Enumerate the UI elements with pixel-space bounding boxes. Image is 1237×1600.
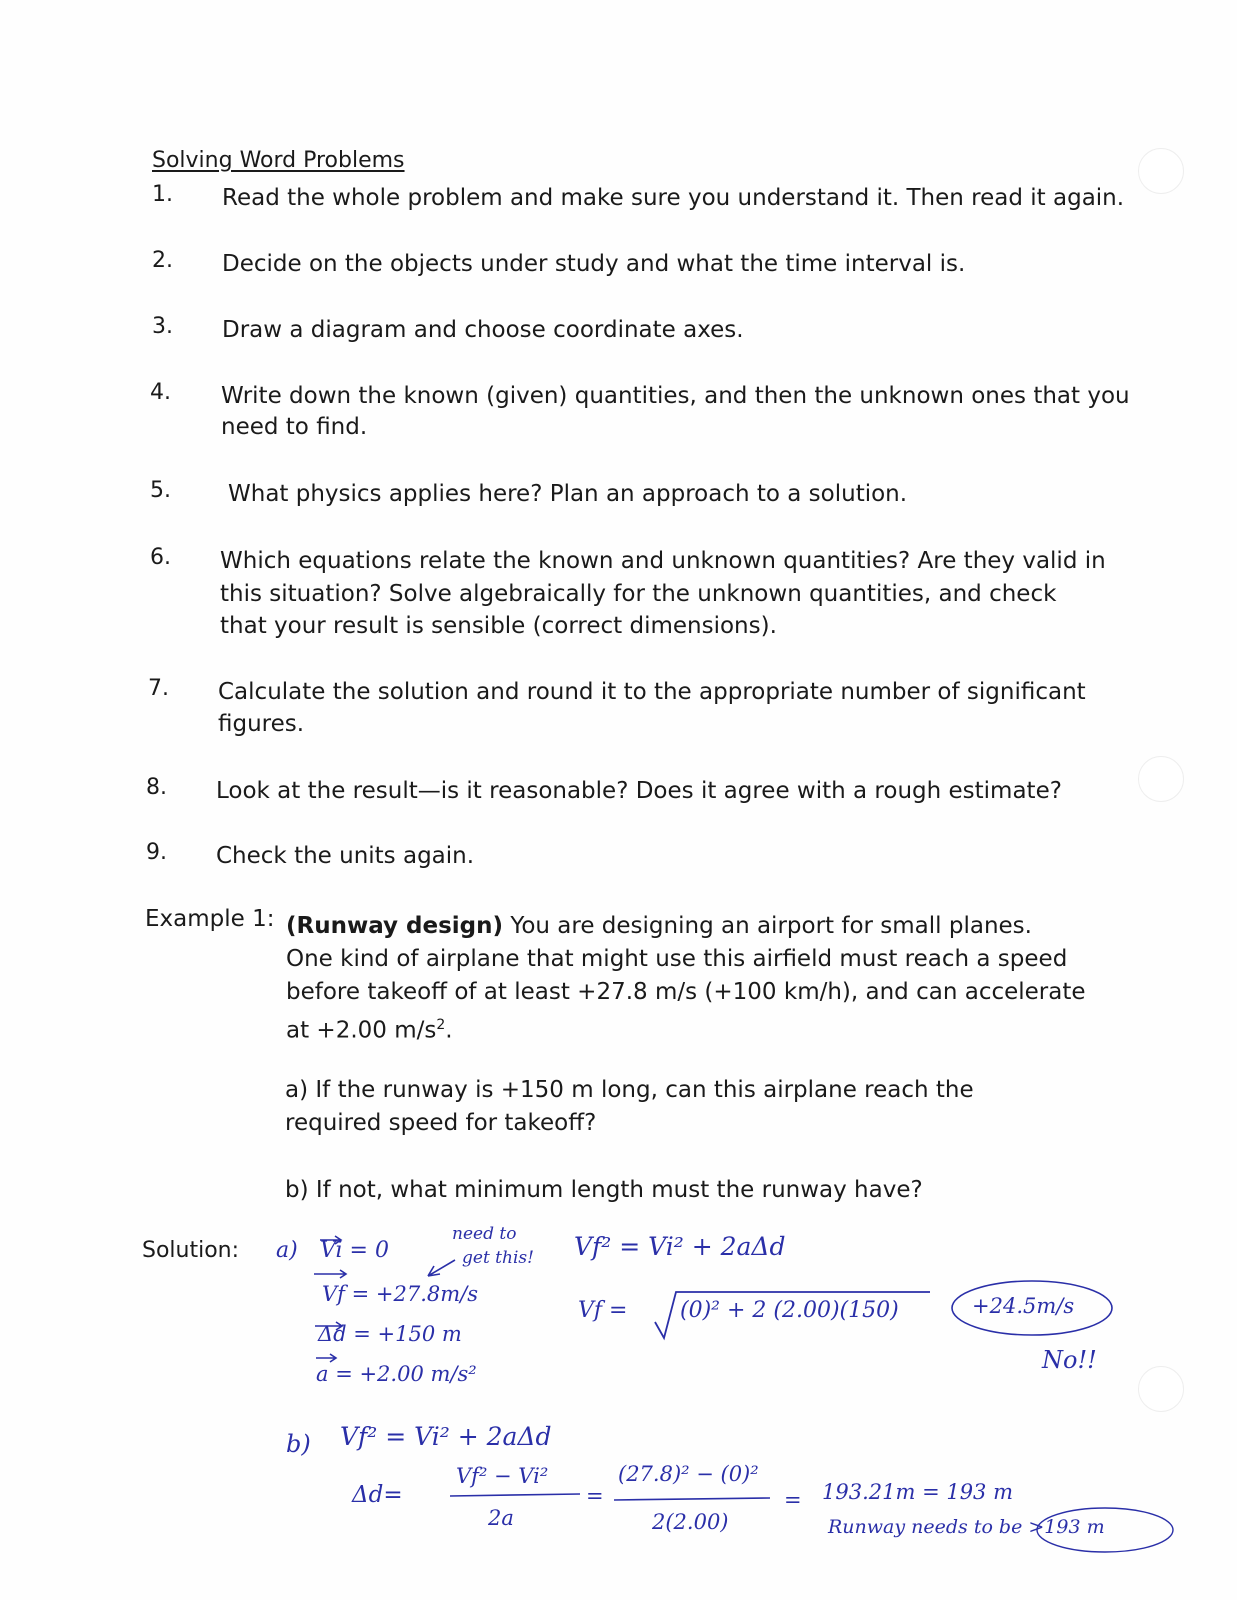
- equation-3: Vf² = Vi² + 2aΔd: [340, 1422, 552, 1451]
- note-arrow: [428, 1260, 455, 1276]
- equals-sign: =: [784, 1488, 802, 1512]
- step-text-line: need to find.: [221, 414, 368, 440]
- fraction-1-numerator: Vf² − Vi²: [456, 1464, 549, 1488]
- example-superscript: 2: [436, 1017, 446, 1033]
- step-number: 3.: [152, 314, 173, 339]
- fraction-2-denominator: 2(2.00): [652, 1510, 729, 1534]
- step-number: 5.: [150, 478, 171, 503]
- note-line-1: need to: [452, 1224, 517, 1244]
- step-number: 9.: [146, 840, 167, 865]
- step-number: 7.: [148, 676, 169, 701]
- equation-2-result: +24.5m/s: [972, 1294, 1075, 1318]
- example-body: You are designing an airport for small planes. One kind of airplane that might use this airfield must reach a speed before takeoff of at least +27.8 m/s (+100 km/h), and can accelerate at +2.00 m/s: [286, 913, 1086, 1044]
- given-vf: Vf = +27.8m/s: [322, 1282, 479, 1306]
- step-number: 4.: [150, 380, 171, 405]
- fraction-bar: [614, 1498, 770, 1500]
- example-title: (Runway design): [286, 913, 504, 939]
- step-text-line: this situation? Solve algebraically for the unknown quantities, and check: [220, 581, 1057, 607]
- step-number: 8.: [146, 775, 167, 800]
- example-part-b: b) If not, what minimum length must the runway have?: [285, 1177, 923, 1203]
- step-text: Read the whole problem and make sure you understand it. Then read it again.: [222, 185, 1125, 211]
- vector-arrow: [314, 1270, 346, 1278]
- part-b-label: b): [286, 1430, 311, 1458]
- result-value: 193.21m = 193 m: [822, 1480, 1014, 1504]
- page-title: Solving Word Problems: [152, 148, 405, 173]
- given-acceleration: a = +2.00 m/s²: [316, 1362, 477, 1386]
- step-text: Look at the result—is it reasonable? Does it agree with a rough estimate?: [216, 778, 1062, 804]
- step-text-line: figures.: [218, 711, 305, 737]
- step-text-line: Which equations relate the known and unknown quantities? Are they valid in: [220, 548, 1106, 574]
- example-body-end: .: [445, 1017, 453, 1044]
- step-text: Draw a diagram and choose coordinate axes.: [222, 317, 744, 343]
- step-text-line: Write down the known (given) quantities, and then the unknown ones that you: [221, 383, 1130, 409]
- fraction-1-denominator: 2a: [488, 1506, 514, 1530]
- answer-no: No!!: [1042, 1346, 1097, 1374]
- equation-4-lhs: Δd=: [352, 1482, 403, 1508]
- example-label: Example 1:: [145, 906, 275, 932]
- fraction-bar: [450, 1494, 580, 1496]
- fraction-2-numerator: (27.8)² − (0)²: [618, 1462, 759, 1486]
- step-text-line: Calculate the solution and round it to the appropriate number of significant: [218, 679, 1086, 705]
- vector-arrow: [316, 1354, 336, 1362]
- given-vi: Vi = 0: [320, 1238, 389, 1263]
- result-conclusion: Runway needs to be >193 m: [828, 1516, 1105, 1538]
- step-text: Decide on the objects under study and what the time interval is.: [222, 251, 966, 277]
- equation-2-radicand: (0)² + 2 (2.00)(150): [680, 1298, 899, 1323]
- equation-2-lhs: Vf =: [578, 1298, 628, 1323]
- example-part-a: a) If the runway is +150 m long, can this airplane reach the required speed for takeoff?: [285, 1077, 974, 1136]
- equation-1: Vf² = Vi² + 2aΔd: [574, 1232, 786, 1261]
- step-number: 2.: [152, 248, 173, 273]
- given-displacement: Δd = +150 m: [318, 1322, 462, 1346]
- step-text: Check the units again.: [216, 843, 475, 869]
- step-text: What physics applies here? Plan an approach to a solution.: [228, 481, 908, 507]
- equals-sign: =: [586, 1484, 604, 1508]
- solution-label: Solution:: [142, 1238, 240, 1263]
- part-a-label: a): [276, 1238, 298, 1263]
- note-line-2: get this!: [462, 1248, 534, 1268]
- step-number: 6.: [150, 545, 171, 570]
- step-text-line: that your result is sensible (correct dimensions).: [220, 613, 777, 639]
- step-number: 1.: [152, 182, 173, 207]
